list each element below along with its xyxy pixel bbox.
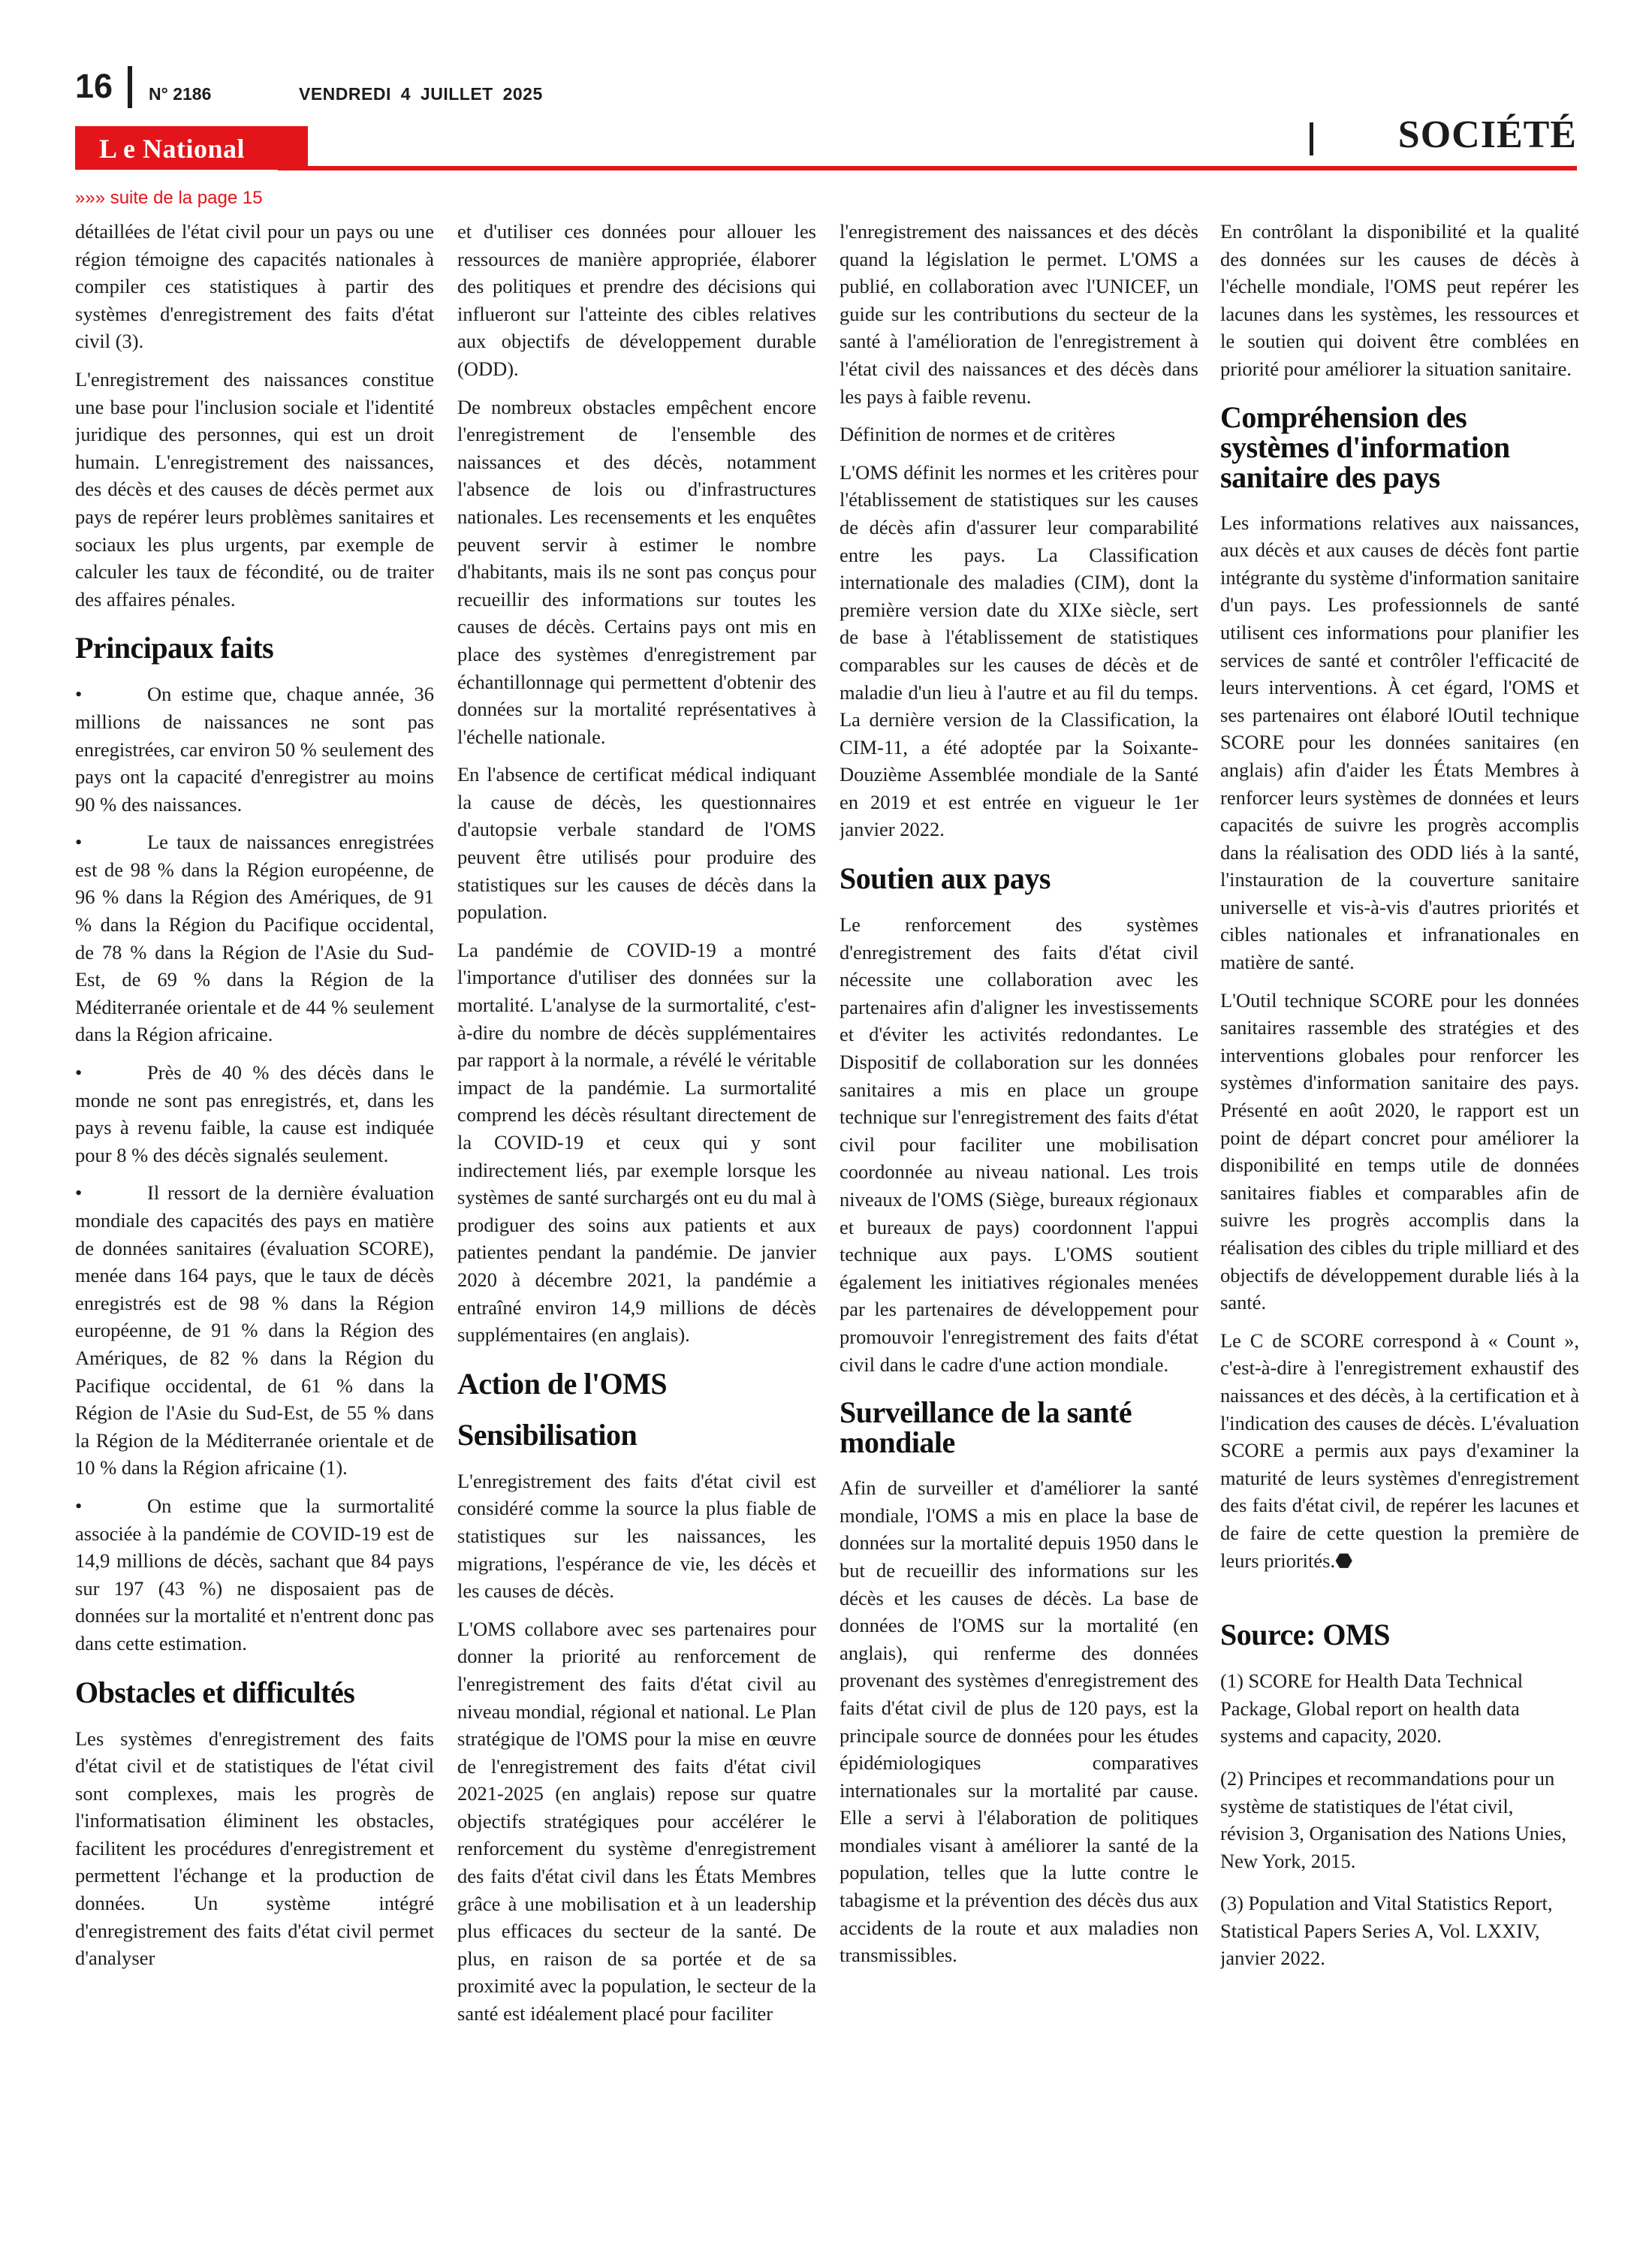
paragraph: L'OMS collabore avec ses partenaires pour donner la priorité au renforcement de l'enregistrement des faits d'état civil au niveau mondial, régional et national. Le Plan stratégique de l'OMS pour la mise en œuvre de l'enregistrement des faits d'état civil 2021-2025 (en anglais) repose sur quatre objectifs stratégiques pour accélérer le renforcement du système d'enregistrement des faits d'état civil dans les États Membres grâce à une mobilisation et à un leadership plus efficaces du secteur de la santé. De plus, en raison de sa portée et de sa proximité avec la population, le secteur de la santé est idéalement placé pour faciliter [457,1617,816,2025]
section-divider [1310,122,1313,155]
bullet-text: On estime que la surmortalité associée à la pandémie de COVID-19 est de 14,9 millions de décès, sachant que 84 pays sur 197 (43 %) ne disposaient pas de données sur la mortalité et n'entrent donc pas dans cette estimation. [75,1494,434,1654]
bullet-item [75,680,434,818]
bullet-text: On estime que, chaque année, 36 millions de naissances ne sont pas enregistrées, car environ 50 % seulement des pays ont la capacité d'enregistrer au moins 90 % des naissances. [75,683,434,816]
paragraph: l'enregistrement des naissances et des décès quand la législation le permet. L'OMS a publié, en collaboration avec l'UNICEF, un guide sur les contributions du secteur de la santé à l'amélioration de l'enregistrement à l'état civil des naissances et des décès dans les pays à faible revenu. [840,220,1198,408]
subheading-obstacles: Obstacles et difficultés [75,1675,355,1709]
bullet-item [75,828,434,1048]
issue-date: VENDREDI 4 JUILLET 2025 [299,84,543,104]
header-divider [128,66,132,108]
subheading-comprehension: Compréhension des systèmes d'information sanitaire des pays [1220,400,1510,494]
paragraph: Afin de surveiller et d'améliorer la santé mondiale, l'OMS a mis en place la base de données sur la mortalité depuis 1950 dans le but de recueillir des informations sur les décès et les causes de décès. La base de données de l'OMS sur la mortalité (en anglais), qui renferme des données provenant des systèmes d'enregistrement des faits d'état civil de plus de 120 pays, est la principale source de données pour les études épidémiologiques comparatives internationales sur la mortalité par cause. Elle a servi à l'élaboration de politiques mondiales visant à améliorer la santé de la population, telles que la lutte contre le tabagisme et la prévention des décès dus aux accidents de la route et aux maladies non transmissibles. [840,1476,1198,1967]
paragraph: En contrôlant la disponibilité et la qualité des données sur les causes de décès à l'échelle mondiale, l'OMS peut repérer les lacunes dans les systèmes, les ressources et le soutien qui doivent être comblées en priorité pour améliorer la situation sanitaire. [1220,220,1579,380]
footnote: (1) SCORE for Health Data Technical Package, Global report on health data systems and capacity, 2020. [1220,1669,1524,1748]
bullet-marker: • [75,683,83,706]
subheading-sensibilisation: Sensibilisation [457,1417,638,1452]
article-column-4 [1220,218,1579,2208]
brand-logo-text: L e National [99,134,246,164]
paragraph-text: Le C de SCORE correspond à « Count », c'est-à-dire à l'enregistrement exhaustif des naissances et des décès, à la certification et à l'indication des causes de décès. L'évaluation SCORE a permis aux pays d'examiner la maturité de leurs systèmes d'enregistrement des faits d'état civil, de repérer les lacunes et de faire de cette question la première de leurs priorités. [1220,1329,1579,1572]
subheading-principaux-faits: Principaux faits [75,631,274,665]
paragraph: La pandémie de COVID-19 a montré l'importance d'utiliser des données sur la mortalité. L'analyse de la surmortalité, c'est-à-dire du nombre de décès supplémentaires par rapport à la normale, a révélé le véritable impact de la pandémie. La surmortalité comprend les décès résultant directement de la COVID-19 et ceux qui y sont indirectement liés, par exemple lorsque les systèmes de santé surchargés ont eu du mal à prodiguer des soins aux patients et aux patientes pendant la pandémie. De janvier 2020 à décembre 2021, la pandémie a entraîné environ 14,9 millions de décès supplémentaires (en anglais). [457,938,816,1347]
page-number: 16 [75,67,113,105]
subheading-soutien: Soutien aux pays [840,861,1051,896]
paragraph: L'OMS définit les normes et les critères pour l'établissement de statistiques sur les causes de décès afin d'assurer leur comparabilité entre les pays. La Classification internationale des maladies (CIM), dont la première version date du XIXe siècle, sert de base à l'établissement de statistiques comparables sur les causes de décès et de maladie d'un lieu à l'autre et au fil du temps. La dernière version de la Classification, la CIM-11, a été adoptée par la Soixante-Douzième Assemblée mondiale de la Santé en 2019 et est entrée en vigueur le 1er janvier 2022. [840,460,1198,841]
article-column-2 [457,218,816,2208]
footnote: (3) Population and Vital Statistics Report, Statistical Papers Series A, Vol. LXXIV, janvier 2022. [1220,1892,1553,1970]
issue-number: N° 2186 [149,84,212,104]
paragraph: et d'utiliser ces données pour allouer les ressources de manière appropriée, élaborer des politiques et prendre des décisions qui influeront sur l'atteinte des cibles relatives aux objectifs de développement durable (ODD). [457,220,816,380]
bullet-item [75,1059,434,1169]
section-title: SOCIÉTÉ [1397,113,1577,156]
paragraph: En l'absence de certificat médical indiquant la cause de décès, les questionnaires d'autopsie verbale standard de l'OMS peuvent être utilisés pour produire des statistiques sur les causes de décès dans la population. [457,763,816,924]
paragraph: L'enregistrement des naissances constitue une base pour l'inclusion sociale et l'identité juridique des personnes, qui est un droit humain. L'enregistrement des naissances, des décès et des causes de décès permet aux pays de repérer leurs problèmes sanitaires et sociaux les plus urgents, par exemple de calculer les taux de fécondité, ou de traiter des affaires pénales. [75,367,434,611]
paragraph-subtitle: Définition de normes et de critères [840,423,1116,446]
header-red-rule [278,166,1577,170]
paragraph: L'enregistrement des faits d'état civil est considéré comme la source la plus fiable de statistiques sur les naissances, les migrations, l'espérance de vie, les décès et les causes de décès. [457,1469,816,1603]
paragraph: De nombreux obstacles empêchent encore l'enregistrement de l'ensemble des naissances et des décès, notamment l'absence de lois ou d'infrastructures nationales. Les recensements et les enquêtes peuvent servir à estimer le nombre d'habitants, mais ils ne sont pas conçus pour recueillir des informations sur toutes les causes de décès. Certains pays ont mis en place des systèmes d'enregistrement par échantillonnage qui permettent d'obtenir des données sur la mortalité représentatives à l'échelle nationale. [457,395,816,748]
paragraph: Le renforcement des systèmes d'enregistrement des faits d'état civil nécessite une collaboration avec les partenaires afin d'aligner les investissements et d'éviter les activités redondantes. Le Dispositif de collaboration sur les données sanitaires a mis en place un groupe technique sur l'enregistrement des faits d'état civil pour faciliter une mobilisation coordonnée au niveau national. Les trois niveaux de l'OMS (Siège, bureaux régionaux et bureaux de pays) coordonnent l'appui technique aux pays. L'OMS soutient également les initiatives régionales menées par les partenaires de développement pour promouvoir l'enregistrement des faits d'état civil dans le cadre d'une action mondiale. [840,913,1198,1376]
bullet-text: Il ressort de la dernière évaluation mondiale des capacités des pays en matière de données sanitaires (évaluation SCORE), menée dans 164 pays, que le taux de décès enregistrés est de 98 % dans la Région européenne, de 91 % dans la Région des Amériques, de 82 % dans la Région du Pacifique occidental, de 61 % dans la Région de l'Asie du Sud-Est, de 55 % dans la Région de la Méditerranée orientale et de 10 % dans la Région africaine (1). [75,1181,434,1479]
continued-from-link[interactable]: »»» suite de la page 15 [75,188,263,208]
bullet-text: Le taux de naissances enregistrées est de 98 % dans la Région européenne, de 96 % dans la Région des Amériques, de 91 % dans la Région du Pacifique occidental, de 78 % dans la Région de l'Asie du Sud-Est, de 69 % dans la Région de la Méditerranée orientale et de 44 % seulement dans la Région africaine. [75,831,434,1046]
bullet-item [75,1179,434,1482]
paragraph: Les informations relatives aux naissances, aux décès et aux causes de décès font partie intégrante du système d'information sanitaire d'un pays. Les professionnels de santé utilisent ces informations pour planifier les services de santé et contrôler l'efficacité de leurs interventions. À cet égard, l'OMS et ses partenaires ont élaboré lOutil technique SCORE pour les données sanitaires (en anglais) afin d'aider les États Membres à renforcer leurs systèmes de données et leurs capacités de suivre les progrès accomplis dans la réalisation des ODD liés à la santé, l'instauration de la couverture sanitaire universelle et vis-à-vis d'autres priorités et cibles nationales et infranationales en matière de santé. [1220,511,1579,974]
paragraph: détaillées de l'état civil pour un pays ou une région témoigne des capacités nationales à compiler ces statistiques à partir des systèmes d'enregistrement des faits d'état civil (3). [75,220,434,353]
paragraph: L'Outil technique SCORE pour les données sanitaires rassemble des stratégies et des interventions globales pour renforcer les systèmes d'information sanitaire des pays. Présenté en août 2020, le rapport est un point de départ concret pour améliorer la disponibilité en temps utile de données sanitaires fiables et comparables afin de suivre les progrès accomplis dans la réalisation des cibles du triple milliard et des objectifs de développement durable liés à la santé. [1220,988,1579,1314]
bullet-marker: • [75,1061,83,1084]
footnote: (2) Principes et recommandations pour un système de statistiques de l'état civil, révision 3, Organisation des Nations Unies, New York, 2015. [1220,1766,1566,1872]
bullet-marker: • [75,1181,83,1205]
article-column-1 [75,218,434,2208]
subheading-source: Source: OMS [1220,1618,1390,1652]
bullet-marker: • [75,831,83,854]
article-column-3 [840,218,1198,2208]
bullet-text: Près de 40 % des décès dans le monde ne sont pas enregistrés, et, dans les pays à revenu faible, la cause est indiquée pour 8 % des décès signalés seulement. [75,1061,434,1166]
bullet-marker: • [75,1494,83,1517]
subheading-surveillance: Surveillance de la santé mondiale [840,1395,1132,1460]
paragraph: Les systèmes d'enregistrement des faits d'état civil et de statistiques de l'état civil sont complexes, mais les progrès de l'informatisation éliminent les obstacles, facilitent les procédures d'enregistrement et permettent l'échange et la production de données. Un système intégré d'enregistrement des faits d'état civil permet d'analyser [75,1727,434,1970]
bullet-item [75,1492,434,1657]
subheading-action-oms: Action de l'OMS [457,1366,668,1401]
paragraph [1220,1327,1579,1574]
end-of-article-icon: ⬣ [1335,1549,1353,1572]
